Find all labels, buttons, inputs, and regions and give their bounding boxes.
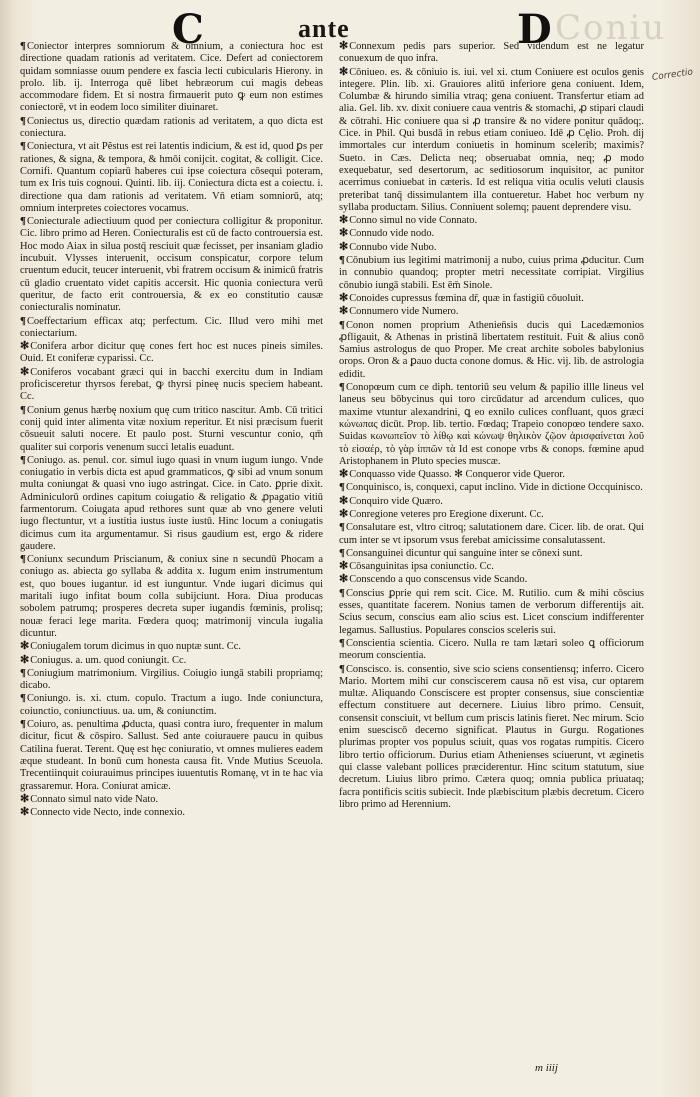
pilcrow-icon: ¶ bbox=[339, 381, 345, 394]
dictionary-entry bbox=[339, 66, 644, 215]
pilcrow-icon: ¶ bbox=[20, 140, 26, 153]
asterisk-icon: ✻ bbox=[339, 507, 349, 520]
pilcrow-icon: ¶ bbox=[20, 453, 26, 466]
pilcrow-icon: ¶ bbox=[339, 481, 345, 494]
entry-text: Cōniueo. es. & cōniuio is. iui. vel xi. ctum Coniuere est oculos genis integere. Plin. lib. xi. Grauiores alitū inferiore gena coniuent. Idem, Columbæ & hirundo similia vtraq; gena coniuent. Transfertur etiam ad alia. Gel. lib. xv. dixit coniuere caua ventris & stomachi, ꝓ stipari claudi & cōtrahi. Hic coniuere qua si ꝓ transire & no videre ponitur quādoq;. Cice. in Phil. Qui busdā in rebus etiam coniueo. Idē ꝓ Cęlio. Proh. dij immortales cur interdum coniuetis in hominum scelerib; maximis? Sueto. in Cæs. Delicta neq; obseruabat omnia, neq; ꝓ modo exequebatur, sed desertorum, ac seditiosorum inquisitor, ac punitor acerrimus coniuebat in cæteris. Id est reliqua vitia oculis veluti clausis preteribat tanq̄ dissimulantem illa contueretur. Habet hoc verbum ny syllaba productam. Silius. Conniuent solemq; pauent deprendere visu. bbox=[339, 66, 644, 213]
dictionary-entry bbox=[20, 315, 323, 341]
entry-text: Consalutare est, vltro citroq; salutationem dare. Cicer. lib. de orat. Qui cum inter se vt ipsorum vsus ferebat amicissime consalutassent. bbox=[339, 522, 644, 546]
entry-text: Coniecturale adiectiuum quod per coniectura colligitur & proponitur. Cic. libro primo ad Heren. Coniecturalis est cū de facto controuersia est. Hoc modo Aiax in silua postq̄ resciuit quæ fecisset, per insaniam gladio incubuit. Vlysses interuenit, occisum conspicatur, corpore telum cruentum educit, teucer interuenit, vbi fratrem occisum & inimicū fratris cū gladio cruentato videt capitis accersit. Hic quonia coniectura verū queritur, de facto erit controuersia, & ex eo constitutio causæ coniecturalis nominatur. bbox=[20, 216, 323, 314]
pilcrow-icon: ¶ bbox=[20, 692, 26, 705]
left-column bbox=[20, 40, 323, 819]
dictionary-entry bbox=[20, 806, 323, 819]
pilcrow-icon: ¶ bbox=[20, 40, 26, 52]
asterisk-icon: ✻ bbox=[339, 214, 349, 227]
pilcrow-icon: ¶ bbox=[20, 403, 26, 416]
entry-text: Conon nomen proprium Athenien̄sis ducis qui Lacedæmonios ꝓfligauit, & Athenas in pristinā libertatem restituit. Fuit & alius conō Samius astrologus de quo Proper. Me creat archite soboles babylonius orops. Oron & a ꝑauo ducta conone domus. & Hic. vij. lib. de astrologia edidit. bbox=[339, 319, 644, 380]
asterisk-icon: ✻ bbox=[20, 340, 30, 353]
dictionary-entry bbox=[339, 663, 644, 812]
pilcrow-icon: ¶ bbox=[339, 254, 345, 267]
dictionary-entry bbox=[20, 140, 323, 215]
marginal-handwritten-note: Correctio bbox=[651, 67, 694, 84]
dictionary-entry bbox=[20, 667, 323, 693]
asterisk-icon: ✻ bbox=[339, 494, 349, 507]
entry-text: Conifera arbor dicitur quę cones fert hoc est nuces pineis similes. Ouid. Et coniferæ cyparissi. Cc. bbox=[20, 341, 323, 365]
entry-text: Conquiro vide Quæro. bbox=[349, 495, 443, 507]
pilcrow-icon: ¶ bbox=[339, 546, 345, 559]
pilcrow-icon: ¶ bbox=[20, 314, 26, 327]
pilcrow-icon: ¶ bbox=[20, 666, 26, 679]
entry-text: Conscius ꝑprie qui rem scit. Cice. M. Rutilio. cum & mihi cōscius esses, quantitate facerem. Nonius tamen de verborum differentijs ait. Scius secum, conscius eam alio scius est. Licet conscium indifferenter legamus. Sallustius. Populares conscios sceleris sui. bbox=[339, 587, 644, 636]
dictionary-entry bbox=[339, 521, 644, 547]
entry-text: Conscientia scientia. Cicero. Nulla re tam lætari soleo ꝗ officiorum meorum conscientia. bbox=[339, 637, 644, 662]
dictionary-entry bbox=[20, 640, 323, 653]
header-initial-left: C bbox=[172, 6, 204, 53]
dictionary-entry bbox=[20, 215, 323, 314]
dictionary-entry bbox=[339, 560, 644, 573]
entry-text: Connecto vide Necto, inde connexio. bbox=[30, 807, 185, 819]
entry-text: Coniector interpres somniorum & omnium, a coniectura hoc est directione quadam rationis ad veritatem. Cice. Defert ad coniectorem quidam somniasse ouum pendere ex fascia lecti cubicularis Hierony. in prolo. lib. ij. Interroga quē libet hebræorum cui magis debeas accommodare fidem. Et si nostra firmauerit puto ꝙ eum non estimes coniectorē, vt in eodem loco similiter diuinaret. bbox=[20, 41, 323, 114]
dictionary-entry bbox=[339, 495, 644, 508]
entry-text: Coniugo. as. penul. cor. simul iugo quasi in vnum iugum iungo. Vnde coniugatio in verbis dicta est apud grammaticos, ꝙ sibi ad vnum sonum multa coniungat & quasi vno iugo astringat. Cice. in Cato. ꝑprie dixit. Adminiculorū ordines capitum coiugatio & religatio & ꝓpagatio vitiū farmentorum. Coiugata apud rethores sunt quæ ab vno genere veluti iugo flectuntur, vt a iustitia iustus iuste iustū. Hinc locum a coniugatis dicimus cum ita argumentamur. Si risus gaudium est, ergo & ridere gaudere. bbox=[20, 454, 323, 552]
dictionary-entry bbox=[20, 692, 323, 718]
entry-text: Conoides cupressus fœmina dr̄, quæ in fastigiū cōuoluit. bbox=[349, 292, 584, 304]
dictionary-entry bbox=[339, 381, 644, 468]
asterisk-icon: ✻ bbox=[20, 792, 30, 805]
entry-text: Consanguinei dicuntur qui sanguine inter se cōnexi sunt. bbox=[345, 547, 583, 559]
entry-text: Coiuro, as. penultima ꝓducta, quasi contra iuro, frequenter in malum dicitur, ficut & cōspiro. Sallust. Sed ante coiurauere paucu in quibus Catilina fuerat. Terent. Quę est hęc coniuratio, vt omnes mulieres eadem æque studeant. In bonū cum honesta causa fit. Vnde Mutius Sceuola. Trecentiinquit coiurauimus principes iuuentutis Romanę, vt in te hac via grassaremur. Hora. Coniurat amicæ. bbox=[20, 719, 323, 792]
entry-text: Coniunx secundum Priscianum, & coniux sine n secundū Phocam a coniugo as. abiecta go syllaba & addita x. Iugum enim instrumentum est, quo boues iugantur. id est iunguntur. Vnde iugari dicimus qui maritali iugo infitat boum colla subijciunt. Hora. Diua producas sobolem patrumq; prosperes decreta super iugandis fœminis, prolisq; nouæ feraci lege marita. Fœdera quoq; matrimonij vincula iugalia dicuntur. bbox=[20, 554, 323, 639]
entry-text: Coniugium matrimonium. Virgilius. Coiugio iungā stabili propriamq; dicabo. bbox=[20, 667, 323, 692]
dictionary-entry bbox=[339, 573, 644, 586]
asterisk-icon: ✻ bbox=[20, 653, 30, 666]
dictionary-entry bbox=[339, 587, 644, 637]
asterisk-icon: ✻ bbox=[339, 468, 349, 481]
pilcrow-icon: ¶ bbox=[20, 114, 26, 127]
entry-text: Coniugus. a. um. quod coniungit. Cc. bbox=[30, 654, 187, 666]
dictionary-entry bbox=[339, 292, 644, 305]
pilcrow-icon: ¶ bbox=[20, 215, 26, 228]
pilcrow-icon: ¶ bbox=[339, 662, 345, 675]
asterisk-icon: ✻ bbox=[339, 65, 349, 78]
entry-text: Coniectura, vt ait Pĕstus est rei latentis indicium, & est id, quod ꝑs per rationes, & signa, & tempora, & hmōi conijcit. cogitat, & colligit. Cice. Cornifi. Quantum copiarū haberes cui ipse coiectura cōsequi poteram, tum ex Iris tuis cognoui. Quinti. lib. iij. Coniectura dicta est a coiectu. i. directione qua dam rationis ad veritatem. Vn̄ etiam somniorū, atq; omnium interpretes coiectores vocamus. bbox=[20, 141, 323, 214]
dictionary-entry bbox=[339, 305, 644, 318]
pilcrow-icon: ¶ bbox=[339, 521, 345, 534]
dictionary-entry bbox=[339, 40, 644, 66]
dictionary-entry bbox=[339, 637, 644, 663]
dictionary-entry bbox=[339, 481, 644, 494]
entry-text: Connumero vide Numero. bbox=[349, 306, 459, 318]
asterisk-icon: ✻ bbox=[339, 305, 349, 318]
dictionary-entry bbox=[20, 115, 323, 141]
dictionary-entry bbox=[339, 547, 644, 560]
dictionary-entry bbox=[20, 404, 323, 454]
entry-text: Connexum pedis pars superior. Sed videndum est ne legatur conuexum de quo infra. bbox=[339, 41, 644, 65]
entry-text: Coeffectarium efficax atq; perfectum. Cic. Illud vero mihi met coniectarium. bbox=[20, 315, 323, 339]
pilcrow-icon: ¶ bbox=[20, 553, 26, 566]
header-initial-right: D bbox=[517, 6, 552, 53]
asterisk-icon: ✻ bbox=[339, 560, 349, 573]
right-column bbox=[339, 40, 644, 811]
dictionary-entry bbox=[20, 366, 323, 404]
entry-text: Coniungo. is. xi. ctum. copulo. Tractum a iugo. Inde coniunctura, coiunctio, coniunctiuus. ua. um, & coniunctim. bbox=[20, 693, 323, 717]
asterisk-icon: ✻ bbox=[20, 806, 30, 819]
dictionary-entry bbox=[20, 654, 323, 667]
entry-text: Conium genus hærbę noxium quę cum tritico nascitur. Amb. Cū tritici conij quid inter alimenta vitæ noxium reperitur. Et nisi præcisum fuerit cōsueuit saluti nocere. Et paulo post. Sturni vescuntur conio, qm̄ qualiter sui corporis venenum succi letalis euadunt. bbox=[20, 404, 323, 453]
entry-text: Connudo vide nodo. bbox=[349, 228, 435, 240]
dictionary-entry bbox=[20, 340, 323, 366]
entry-text: Conquasso vide Quasso. ✻ Conqueror vide Queror. bbox=[349, 469, 565, 481]
entry-text: Coniectus us, directio quædam rationis ad veritatem, a quo dicta est coniectura. bbox=[20, 115, 323, 140]
dictionary-entry bbox=[339, 319, 644, 381]
dictionary-entry bbox=[339, 508, 644, 521]
asterisk-icon: ✻ bbox=[339, 240, 349, 253]
entry-text: Coniugalem torum dicimus in quo nuptæ sunt. Cc. bbox=[30, 641, 241, 653]
asterisk-icon: ✻ bbox=[339, 40, 349, 52]
dictionary-entry bbox=[20, 718, 323, 793]
entry-text: Coniferos vocabant græci qui in bacchi exercitu dum in Indiam proficisceretur thyrsos ferebat, ꝙ thyrsi pineę nucis speciem habeant. Cc. bbox=[20, 366, 323, 403]
entry-text: Cōsanguinitas ipsa coniunctio. Cc. bbox=[349, 561, 494, 573]
asterisk-icon: ✻ bbox=[339, 291, 349, 304]
running-head: ante bbox=[298, 14, 350, 43]
entry-text: Conquinisco, is, conquexi, caput inclino. Vide in dictione Occquinisco. bbox=[345, 482, 643, 494]
dictionary-entry bbox=[20, 553, 323, 640]
asterisk-icon: ✻ bbox=[339, 227, 349, 240]
dictionary-entry bbox=[339, 241, 644, 254]
pilcrow-icon: ¶ bbox=[20, 718, 26, 731]
entry-text: Connubo vide Nubo. bbox=[349, 241, 437, 253]
asterisk-icon: ✻ bbox=[20, 640, 30, 653]
entry-text: Conregione veteres pro Eregione dixerunt. Cc. bbox=[349, 508, 544, 520]
signature-mark: m iiij bbox=[535, 1062, 558, 1074]
pilcrow-icon: ¶ bbox=[339, 318, 345, 331]
entry-text: Connato simul nato vide Nato. bbox=[30, 793, 159, 805]
dictionary-entry bbox=[339, 254, 644, 292]
entry-text: Cōnubium ius legitimi matrimonij a nubo, cuius prima ꝓducitur. Cum in connubio quandoq; propter metri necessitate corripiat. Virgilius cōnubio iungā stabili. Est ēm̄ Sinole. bbox=[339, 255, 644, 291]
entry-text: Conscendo a quo conscensus vide Scando. bbox=[349, 574, 528, 586]
dictionary-entry bbox=[20, 454, 323, 553]
asterisk-icon: ✻ bbox=[339, 573, 349, 586]
show-through-text: Coniu bbox=[555, 8, 667, 48]
entry-text: Conno simul no vide Connato. bbox=[349, 215, 478, 227]
dictionary-entry bbox=[20, 793, 323, 806]
dictionary-entry bbox=[339, 227, 644, 240]
pilcrow-icon: ¶ bbox=[339, 586, 345, 599]
dictionary-entry bbox=[20, 40, 323, 115]
entry-text: Conopœum cum ce diph. tentoriū seu velum & papilio illle lineus vel laneus seu bōbycinus qui toro circūdatur ad arcendum culices, quo maxime vtuntur alexandrini, ꝗ eo exnilo culices confluant, quos græci κώνωπας dicūt. Prop. lib. tertio. Fœdaq; Trapeio conopœo tendere saxo. Suidas κωνωπεῖον τὸ λίθῳ καὶ κώνωψ θηλικὸν ζῷον ἀρισφαίνεται λοῦ τὸ εἰσαέρ, τὸ γὰρ ἱππῶν τὰ Id est conope vrbs & conops. fœmine apud Aristophanem in Pluto species muscæ. bbox=[339, 382, 644, 467]
entry-text: Conscisco. is. consentio, sive scio sciens consentiensq; inferro. Cicero Mario. Mortem mihi cur consciscerem causa nō est visa, cur optarem multæ. Aliquando Consciscere est propter consensus, siue conscientiæ effectum constituere aut decernere. Liuius libro primo. Censuit, consensit consciuit, vt bellum cum priscis latinis fieret. Nec mirum. Scio enim suesciscō decerno significat. Plautus in Gurgu. Rogationes plurimas propter vos populus sciuit, quas vos rogatas rumpitis. Cicero libro tertio officiorum. Durius etiam Athenienses sciuerunt, vt æginetis qui classe valebant pollices præciderentur. Hinc scitum statutum, siue decretum. Liuius libro primo. Cætera quoq; omnia publica priuataq; facra pontificis scitis subiecit. Inde plæbiscitum plæbis decretum. Cicero libro primo ad Herennium. bbox=[339, 663, 644, 810]
pilcrow-icon: ¶ bbox=[339, 636, 345, 649]
dictionary-entry bbox=[339, 214, 644, 227]
dictionary-entry bbox=[339, 468, 644, 481]
asterisk-icon: ✻ bbox=[20, 365, 30, 378]
